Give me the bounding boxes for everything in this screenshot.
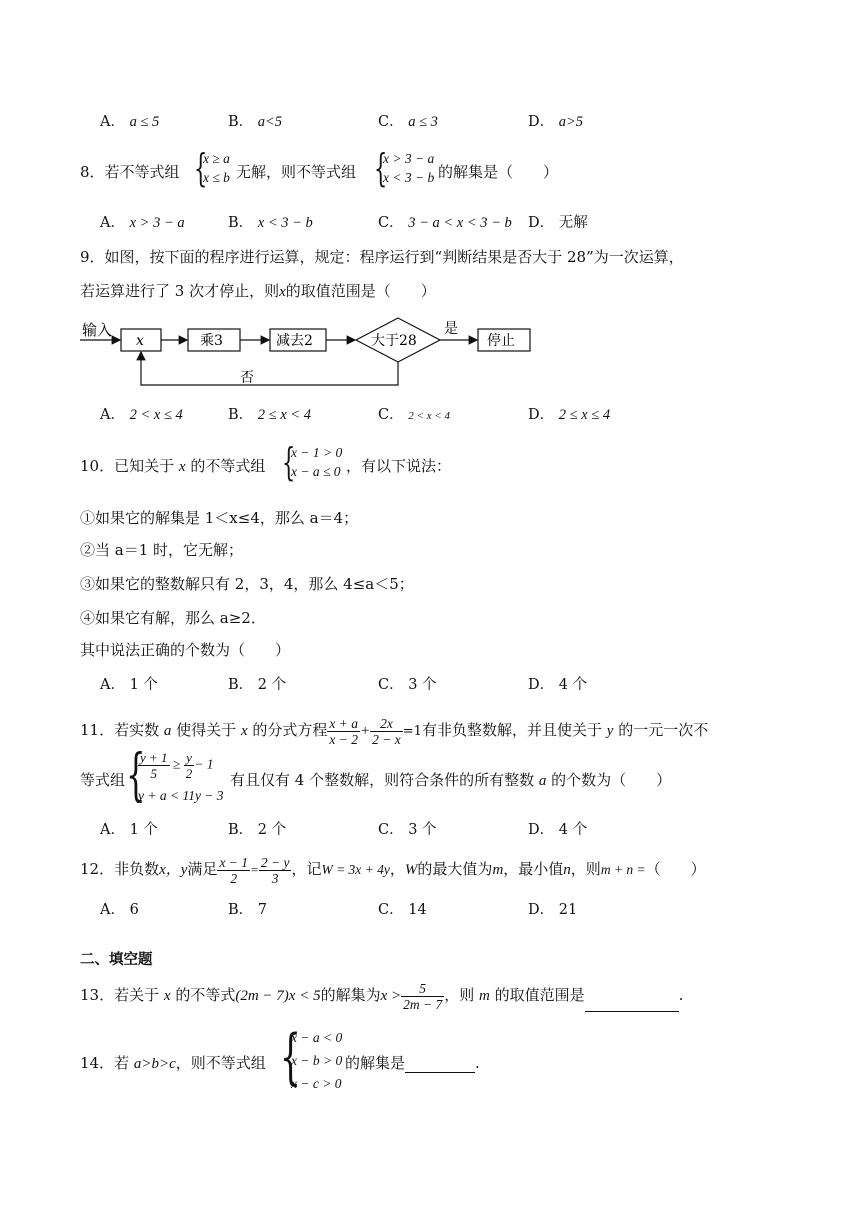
q12-option-b: B． 7 [228,902,267,918]
q10-system: { x − 1 > 0 x − a ≤ 0 [282,440,343,484]
q10-option-c: C． 3 个 [378,677,437,693]
q14-prefix: 14．若 a>b>c，则不等式组 [80,1054,266,1072]
q11-option-b: B． 2 个 [228,822,287,838]
q11-line-1: 11．若实数 a 使得关于 x 的分式方程 $\frac{x + a}{x - 2}$ + $\frac{2x}{2 - x}$ =1有非负整数解，并且使关于 y 的一元一次不 [80,715,709,747]
q14-answer-blank[interactable] [405,1054,475,1073]
flow-yes-label: 是 [444,321,458,337]
q8-option-d: D． 无解 [528,215,588,231]
flow-stop-label: 停止 [487,333,515,349]
q10-option-b: B． 2 个 [228,677,287,693]
q12-stem: 12．非负数x，y满足 $\frac{x - 1}{2}$ = $\frac{2 - y}{3}$ ，记W = 3x + 4y，W的最大值为m，最小值n，则m + n =（ ） [80,854,706,886]
q8-option-c: C． 3 − a < x < 3 − b [378,215,512,231]
q9-option-d: D． 2 ≤ x ≤ 4 [528,407,611,423]
q8-option-a: A． x > 3 − a [100,215,185,231]
q10-statement-1: ①如果它的解集是 1＜x≤4，那么 a＝4； [80,509,359,527]
q10-prefix: 10．已知关于 x 的不等式组 [80,457,266,475]
flow-subtract-label: 减去2 [276,333,313,349]
q8-prefix: 8．若不等式组 [80,163,180,181]
q8-system-1: { x ≥ a x ≤ b [194,146,230,190]
q10-statement-3: ③如果它的整数解只有 2，3，4，那么 4≤a＜5； [80,575,414,593]
q12-option-a: A． 6 [100,902,139,918]
q9-line-1: 9．如图，按下面的程序进行运算，规定：程序运行到“判断结果是否大于 28”为一次运算， [80,248,684,266]
q12-option-d: D． 21 [528,902,578,918]
q12-option-c: C． 14 [378,902,427,918]
q9-option-c: C． 2 < x < 4 [378,407,450,423]
q7-option-c: C． a ≤ 3 [378,114,438,130]
q9-line-2: 若运算进行了 3 次才停止，则x的取值范围是（ ） [80,282,436,300]
q11-option-a: A． 1 个 [100,822,158,838]
q7-option-a: A． a ≤ 5 [100,114,160,130]
q9-flowchart [76,314,536,390]
q9-option-a: A． 2 < x ≤ 4 [100,407,183,423]
q8-system-2: { x > 3 − a x < 3 − b [374,146,435,190]
q8-mid: 无解，则不等式组 [236,163,357,181]
q14-suffix: 的解集是 . [345,1054,480,1072]
q7-option-b: B． a<5 [228,114,283,130]
q9-option-b: B． 2 ≤ x < 4 [228,407,311,423]
q13-answer-blank[interactable] [585,993,679,1012]
flow-condition-label: 大于28 [371,333,417,349]
q10-statement-4: ④如果它有解，那么 a≥2． [80,609,266,627]
q8-suffix: 的解集是（ ） [438,163,559,181]
q14-system: { x − a < 0 x − b > 0 x − c > 0 [280,1022,343,1092]
q10-option-a: A． 1 个 [100,677,158,693]
flow-no-label: 否 [240,370,254,386]
section-heading-fill-in: 二、填空题 [80,952,153,968]
q10-statement-2: ②当 a＝1 时，它无解； [80,541,244,559]
q11-line-2-end: 有且仅有 4 个整数解，则符合条件的所有整数 a 的个数为（ ） [230,771,672,789]
q11-option-d: D． 4 个 [528,822,588,838]
q11-option-c: C． 3 个 [378,822,437,838]
q7-option-d: D． a>5 [528,114,584,130]
q8-option-b: B． x < 3 − b [228,215,313,231]
q11-line-2-start: 等式组 [80,771,126,789]
q10-suffix: ，有以下说法： [346,457,452,475]
q13-stem: 13．若关于 x 的不等式(2m − 7)x < 5的解集为x > $\frac{5}{2m - 7}$ ，则 m 的取值范围是 . [80,980,684,1012]
q10-option-d: D． 4 个 [528,677,588,693]
flow-x-label: x [136,333,144,349]
flow-multiply-label: 乘3 [200,333,223,349]
flow-input-label: 输入 [82,321,113,339]
q11-system: { $\frac{y + 1}{5}$ ≥ $\frac{y}{2}$ − 1 y + a < 11y − 3 [126,743,224,808]
q10-ask: 其中说法正确的个数为（ ） [80,641,291,659]
